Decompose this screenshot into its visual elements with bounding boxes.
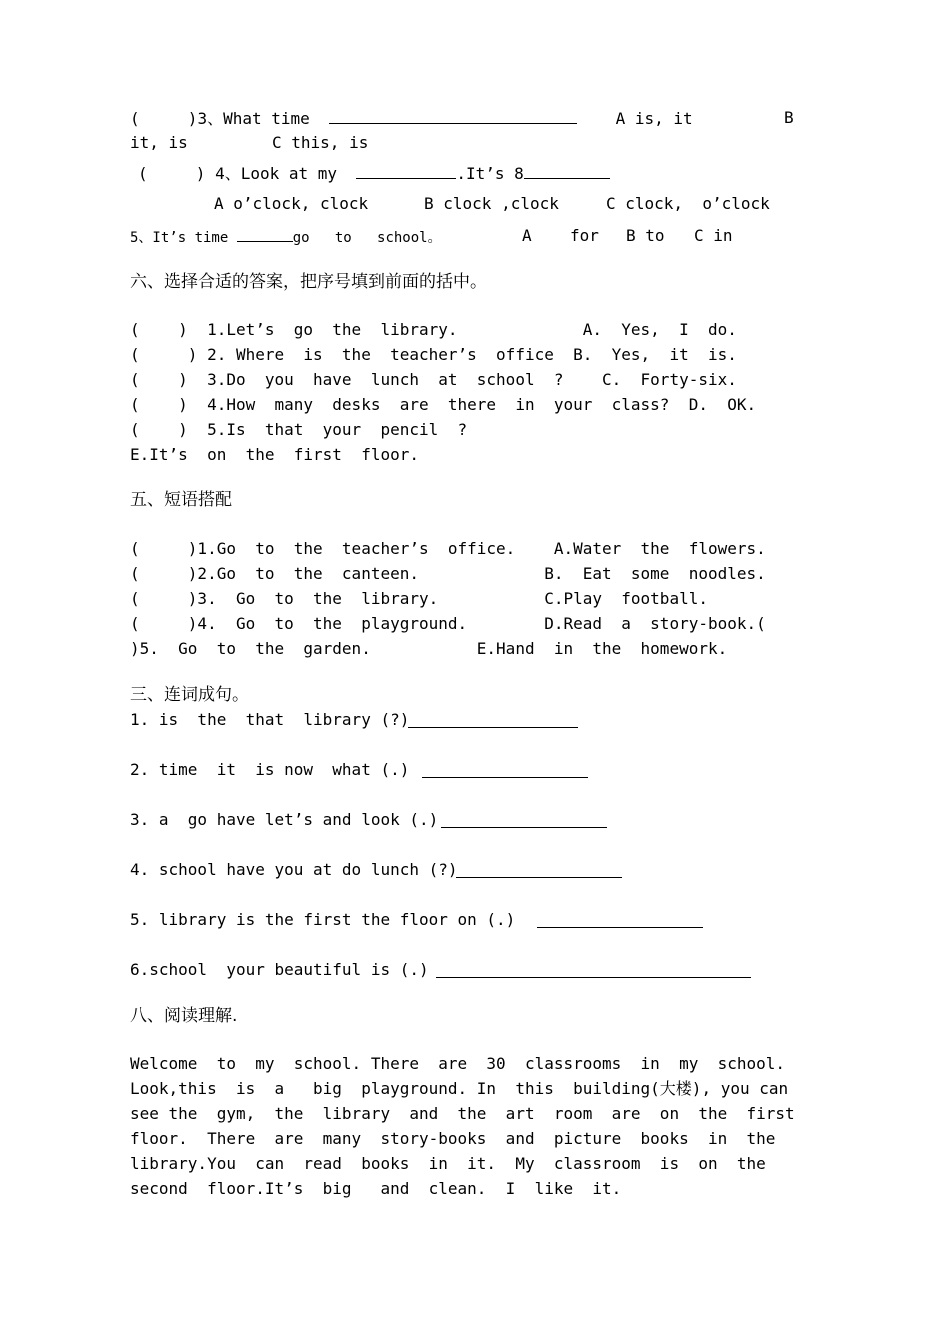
sentence-words: 3. a go have let’s and look (.) [130, 810, 439, 829]
option-c: C this, is [272, 133, 369, 152]
question-5-line [130, 226, 733, 248]
sentence-item [130, 860, 458, 880]
answer-blank-2[interactable] [524, 163, 610, 179]
section-6-line: E.It’s on the first floor. [130, 445, 419, 464]
sentence-item [130, 760, 409, 780]
option-a: A is, it [615, 109, 693, 128]
question-4-options [214, 194, 770, 214]
option-b: B clock ,clock [424, 194, 559, 213]
reading-line: Look,this is a big playground. In this building(大楼), you can [130, 1079, 789, 1098]
answer-paren: ( ) [130, 109, 198, 128]
answer-blank[interactable] [356, 163, 456, 179]
option-a-value: for [570, 226, 599, 245]
option-a: A [522, 226, 532, 245]
section-5-line: ( )2.Go to the canteen. B. Eat some noodles. [130, 564, 766, 583]
sentence-item [130, 710, 409, 730]
question-stem: 4、Look at my [215, 164, 338, 183]
option-b: B to [626, 226, 665, 245]
section-5-line: )5. Go to the garden. E.Hand in the homework. [130, 639, 728, 658]
section-6-line: ( ) 2. Where is the teacher’s office B. Yes, it is. [130, 345, 737, 364]
reading-line: floor. There are many story-books and picture books in the [130, 1129, 776, 1148]
answer-blank[interactable] [537, 912, 703, 928]
question-4-line [138, 163, 610, 184]
section-8-heading: 八、阅读理解. [130, 1006, 238, 1026]
section-3-heading: 三、连词成句。 [130, 685, 249, 705]
section-6-line: ( ) 1.Let’s go the library. A. Yes, I do. [130, 320, 737, 339]
option-b: B [784, 108, 794, 127]
sentence-item [130, 960, 429, 980]
reading-line: second floor.It’s big and clean. I like it. [130, 1179, 622, 1198]
answer-paren: ( ) [138, 164, 206, 183]
section-6-line: ( ) 4.How many desks are there in your class? D. OK. [130, 395, 757, 414]
reading-line: see the gym, the library and the art room are on the first [130, 1104, 795, 1123]
sentence-item [130, 810, 438, 830]
sentence-words: 2. time it is now what (.) [130, 760, 410, 779]
option-a: A o’clock, clock [214, 194, 369, 213]
answer-blank[interactable] [237, 226, 293, 242]
question-stem-mid: .It’s 8 [456, 164, 524, 183]
answer-blank[interactable] [456, 862, 622, 878]
section-6-heading: 六、选择合适的答案，把序号填到前面的括中。 [130, 272, 487, 292]
question-stem: 5、It’s time [130, 230, 229, 246]
option-c: C clock, o’clock [606, 194, 770, 213]
sentence-words: 5. library is the first the floor on (.) [130, 910, 516, 929]
option-c: C in [694, 226, 733, 245]
question-3-line [130, 108, 794, 129]
sentence-words: 4. school have you at do lunch (?) [130, 860, 458, 879]
question-3-cont [130, 133, 369, 153]
answer-blank[interactable] [329, 108, 577, 124]
option-b-text: it, is [130, 133, 188, 152]
section-5-heading: 五、短语搭配 [130, 490, 232, 510]
answer-blank[interactable] [436, 962, 751, 978]
sentence-words: 1. is the that library (?) [130, 710, 410, 729]
section-6-line: ( ) 3.Do you have lunch at school ? C. Forty-six. [130, 370, 737, 389]
reading-line: Welcome to my school. There are 30 classrooms in my school. [130, 1054, 786, 1073]
question-stem: 3、What time [197, 109, 310, 128]
section-5-line: ( )1.Go to the teacher’s office. A.Water the flowers. [130, 539, 766, 558]
section-6-line: ( ) 5.Is that your pencil ? [130, 420, 468, 439]
answer-blank[interactable] [422, 762, 588, 778]
section-5-line: ( )4. Go to the playground. D.Read a story-book.( [130, 614, 766, 633]
reading-line: library.You can read books in it. My classroom is on the [130, 1154, 766, 1173]
sentence-words: 6.school your beautiful is (.) [130, 960, 429, 979]
question-tail: go to school。 [292, 230, 442, 246]
sentence-item [130, 910, 515, 930]
answer-blank[interactable] [441, 812, 607, 828]
section-5-line: ( )3. Go to the library. C.Play football. [130, 589, 708, 608]
answer-blank[interactable] [408, 712, 578, 728]
